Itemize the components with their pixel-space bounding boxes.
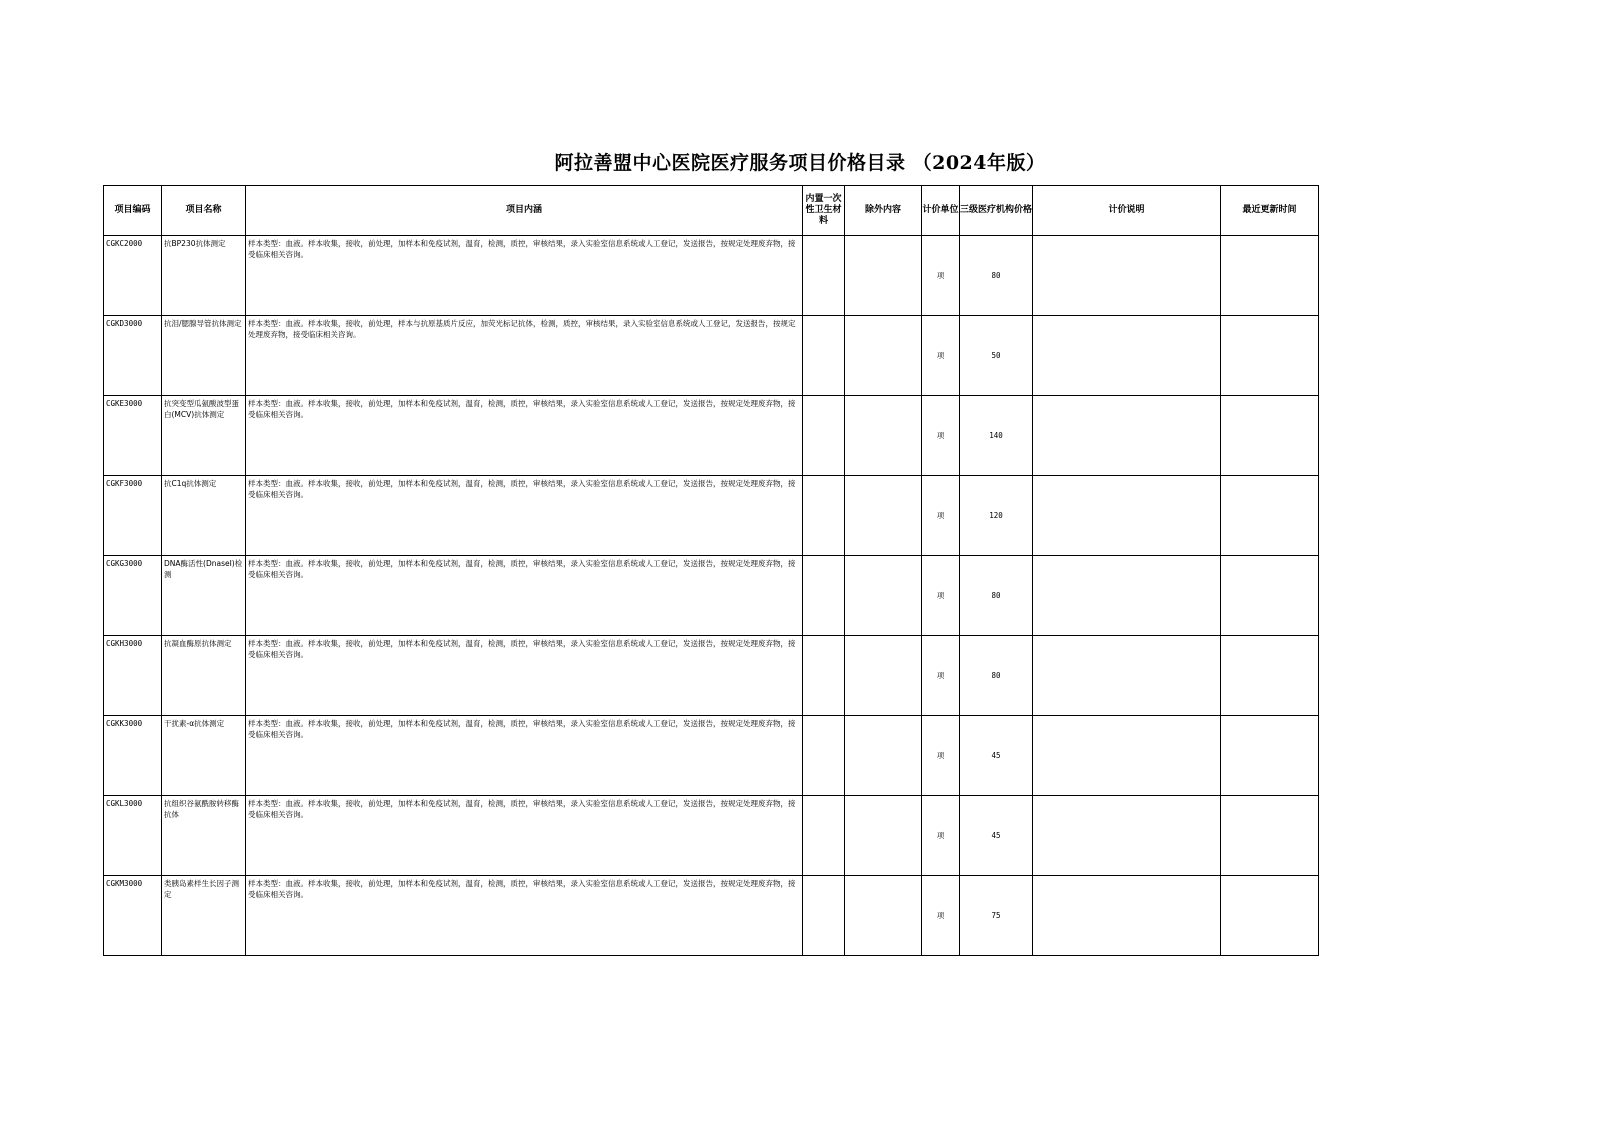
item-price: 120 bbox=[960, 476, 1033, 556]
item-unit: 项 bbox=[922, 556, 960, 636]
item-name: DNA酶活性(DnaseI)检测 bbox=[162, 556, 246, 636]
table-row bbox=[104, 636, 1319, 716]
item-note bbox=[1033, 556, 1221, 636]
item-code: CGKC2000 bbox=[104, 236, 162, 316]
item-material bbox=[803, 396, 845, 476]
item-updated bbox=[1221, 716, 1319, 796]
item-unit: 项 bbox=[922, 796, 960, 876]
item-excluded bbox=[845, 236, 922, 316]
header-note: 计价说明 bbox=[1033, 186, 1221, 236]
header-excluded: 除外内容 bbox=[845, 186, 922, 236]
item-note bbox=[1033, 636, 1221, 716]
item-price: 75 bbox=[960, 876, 1033, 956]
item-content: 样本类型：血液。样本收集，接收，前处理，加样本和免疫试剂，温育，检测，质控，审核结果，录入实验室信息系统或人工登记，发送报告，按规定处理废弃物，接受临床相关咨询。 bbox=[246, 396, 803, 476]
table-row bbox=[104, 796, 1319, 876]
item-updated bbox=[1221, 876, 1319, 956]
item-code: CGKH3000 bbox=[104, 636, 162, 716]
item-material bbox=[803, 876, 845, 956]
item-content: 样本类型：血液。样本收集，接收，前处理，加样本和免疫试剂，温育，检测，质控，审核结果，录入实验室信息系统或人工登记，发送报告，按规定处理废弃物，接受临床相关咨询。 bbox=[246, 796, 803, 876]
table-row bbox=[104, 316, 1319, 396]
item-price: 50 bbox=[960, 316, 1033, 396]
item-unit: 项 bbox=[922, 716, 960, 796]
item-content: 样本类型：血液。样本收集，接收，前处理，加样本和免疫试剂，温育，检测，质控，审核结果，录入实验室信息系统或人工登记，发送报告，按规定处理废弃物，接受临床相关咨询。 bbox=[246, 876, 803, 956]
item-excluded bbox=[845, 636, 922, 716]
item-price: 140 bbox=[960, 396, 1033, 476]
item-name: 抗凝血酶原抗体测定 bbox=[162, 636, 246, 716]
item-note bbox=[1033, 476, 1221, 556]
table-row bbox=[104, 716, 1319, 796]
item-unit: 项 bbox=[922, 236, 960, 316]
item-excluded bbox=[845, 396, 922, 476]
item-name: 抗BP230抗体测定 bbox=[162, 236, 246, 316]
page-title: 阿拉善盟中心医院医疗服务项目价格目录 （2024年版） bbox=[554, 152, 1046, 174]
table-header-row bbox=[104, 186, 1319, 236]
item-code: CGKK3000 bbox=[104, 716, 162, 796]
item-price: 80 bbox=[960, 636, 1033, 716]
header-name: 项目名称 bbox=[162, 186, 246, 236]
item-material bbox=[803, 476, 845, 556]
item-material bbox=[803, 236, 845, 316]
item-content: 样本类型：血液。样本收集，接收，前处理，加样本和免疫试剂，温育，检测，质控，审核结果，录入实验室信息系统或人工登记，发送报告，按规定处理废弃物，接受临床相关咨询。 bbox=[246, 636, 803, 716]
item-name: 抗组织谷氨酰胺转移酶抗体 bbox=[162, 796, 246, 876]
header-code: 项目编码 bbox=[104, 186, 162, 236]
item-name: 干扰素-α抗体测定 bbox=[162, 716, 246, 796]
item-price: 45 bbox=[960, 796, 1033, 876]
item-updated bbox=[1221, 796, 1319, 876]
item-code: CGKG3000 bbox=[104, 556, 162, 636]
item-unit: 项 bbox=[922, 476, 960, 556]
item-material bbox=[803, 636, 845, 716]
item-material bbox=[803, 796, 845, 876]
item-content: 样本类型：血液。样本收集，接收，前处理，加样本和免疫试剂，温育，检测，质控，审核结果，录入实验室信息系统或人工登记，发送报告，按规定处理废弃物，接受临床相关咨询。 bbox=[246, 716, 803, 796]
item-note bbox=[1033, 716, 1221, 796]
item-name: 抗C1q抗体测定 bbox=[162, 476, 246, 556]
header-price: 三级医疗机构价格 bbox=[960, 186, 1033, 236]
item-code: CGKE3000 bbox=[104, 396, 162, 476]
item-excluded bbox=[845, 716, 922, 796]
item-unit: 项 bbox=[922, 636, 960, 716]
item-excluded bbox=[845, 876, 922, 956]
item-content: 样本类型：血液。样本收集，接收，前处理，加样本和免疫试剂，温育，检测，质控，审核结果，录入实验室信息系统或人工登记，发送报告，按规定处理废弃物，接受临床相关咨询。 bbox=[246, 476, 803, 556]
item-price: 45 bbox=[960, 716, 1033, 796]
header-content: 项目内涵 bbox=[246, 186, 803, 236]
item-code: CGKM3000 bbox=[104, 876, 162, 956]
price-table bbox=[103, 185, 1319, 956]
item-material bbox=[803, 316, 845, 396]
item-material bbox=[803, 716, 845, 796]
item-unit: 项 bbox=[922, 316, 960, 396]
table-row bbox=[104, 476, 1319, 556]
item-updated bbox=[1221, 396, 1319, 476]
table-row bbox=[104, 556, 1319, 636]
item-name: 类胰岛素样生长因子测定 bbox=[162, 876, 246, 956]
item-price: 80 bbox=[960, 236, 1033, 316]
item-note bbox=[1033, 316, 1221, 396]
item-content: 样本类型：血液。样本收集，接收，前处理，样本与抗原基质片反应，加荧光标记抗体，检测，质控，审核结果，录入实验室信息系统或人工登记，发送报告，按规定处理废弃物，接受临床相关咨询。 bbox=[246, 316, 803, 396]
item-updated bbox=[1221, 476, 1319, 556]
item-excluded bbox=[845, 316, 922, 396]
header-unit: 计价单位 bbox=[922, 186, 960, 236]
item-name: 抗泪/腮腺导管抗体测定 bbox=[162, 316, 246, 396]
item-price: 80 bbox=[960, 556, 1033, 636]
item-material bbox=[803, 556, 845, 636]
header-updated: 最近更新时间 bbox=[1221, 186, 1319, 236]
item-name: 抗突变型瓜氨酸波型蛋白(MCV)抗体测定 bbox=[162, 396, 246, 476]
item-unit: 项 bbox=[922, 396, 960, 476]
item-code: CGKD3000 bbox=[104, 316, 162, 396]
item-content: 样本类型：血液。样本收集，接收，前处理，加样本和免疫试剂，温育，检测，质控，审核结果，录入实验室信息系统或人工登记，发送报告，按规定处理废弃物，接受临床相关咨询。 bbox=[246, 236, 803, 316]
item-note bbox=[1033, 236, 1221, 316]
item-updated bbox=[1221, 236, 1319, 316]
item-excluded bbox=[845, 476, 922, 556]
item-content: 样本类型：血液。样本收集，接收，前处理，加样本和免疫试剂，温育，检测，质控，审核结果，录入实验室信息系统或人工登记，发送报告，按规定处理废弃物，接受临床相关咨询。 bbox=[246, 556, 803, 636]
item-note bbox=[1033, 396, 1221, 476]
table-row bbox=[104, 876, 1319, 956]
table-row bbox=[104, 236, 1319, 316]
header-material: 内置一次性卫生材料 bbox=[803, 186, 845, 236]
item-code: CGKF3000 bbox=[104, 476, 162, 556]
item-updated bbox=[1221, 316, 1319, 396]
item-note bbox=[1033, 796, 1221, 876]
item-excluded bbox=[845, 556, 922, 636]
item-excluded bbox=[845, 796, 922, 876]
item-code: CGKL3000 bbox=[104, 796, 162, 876]
item-unit: 项 bbox=[922, 876, 960, 956]
table-row bbox=[104, 396, 1319, 476]
item-note bbox=[1033, 876, 1221, 956]
item-updated bbox=[1221, 636, 1319, 716]
item-updated bbox=[1221, 556, 1319, 636]
